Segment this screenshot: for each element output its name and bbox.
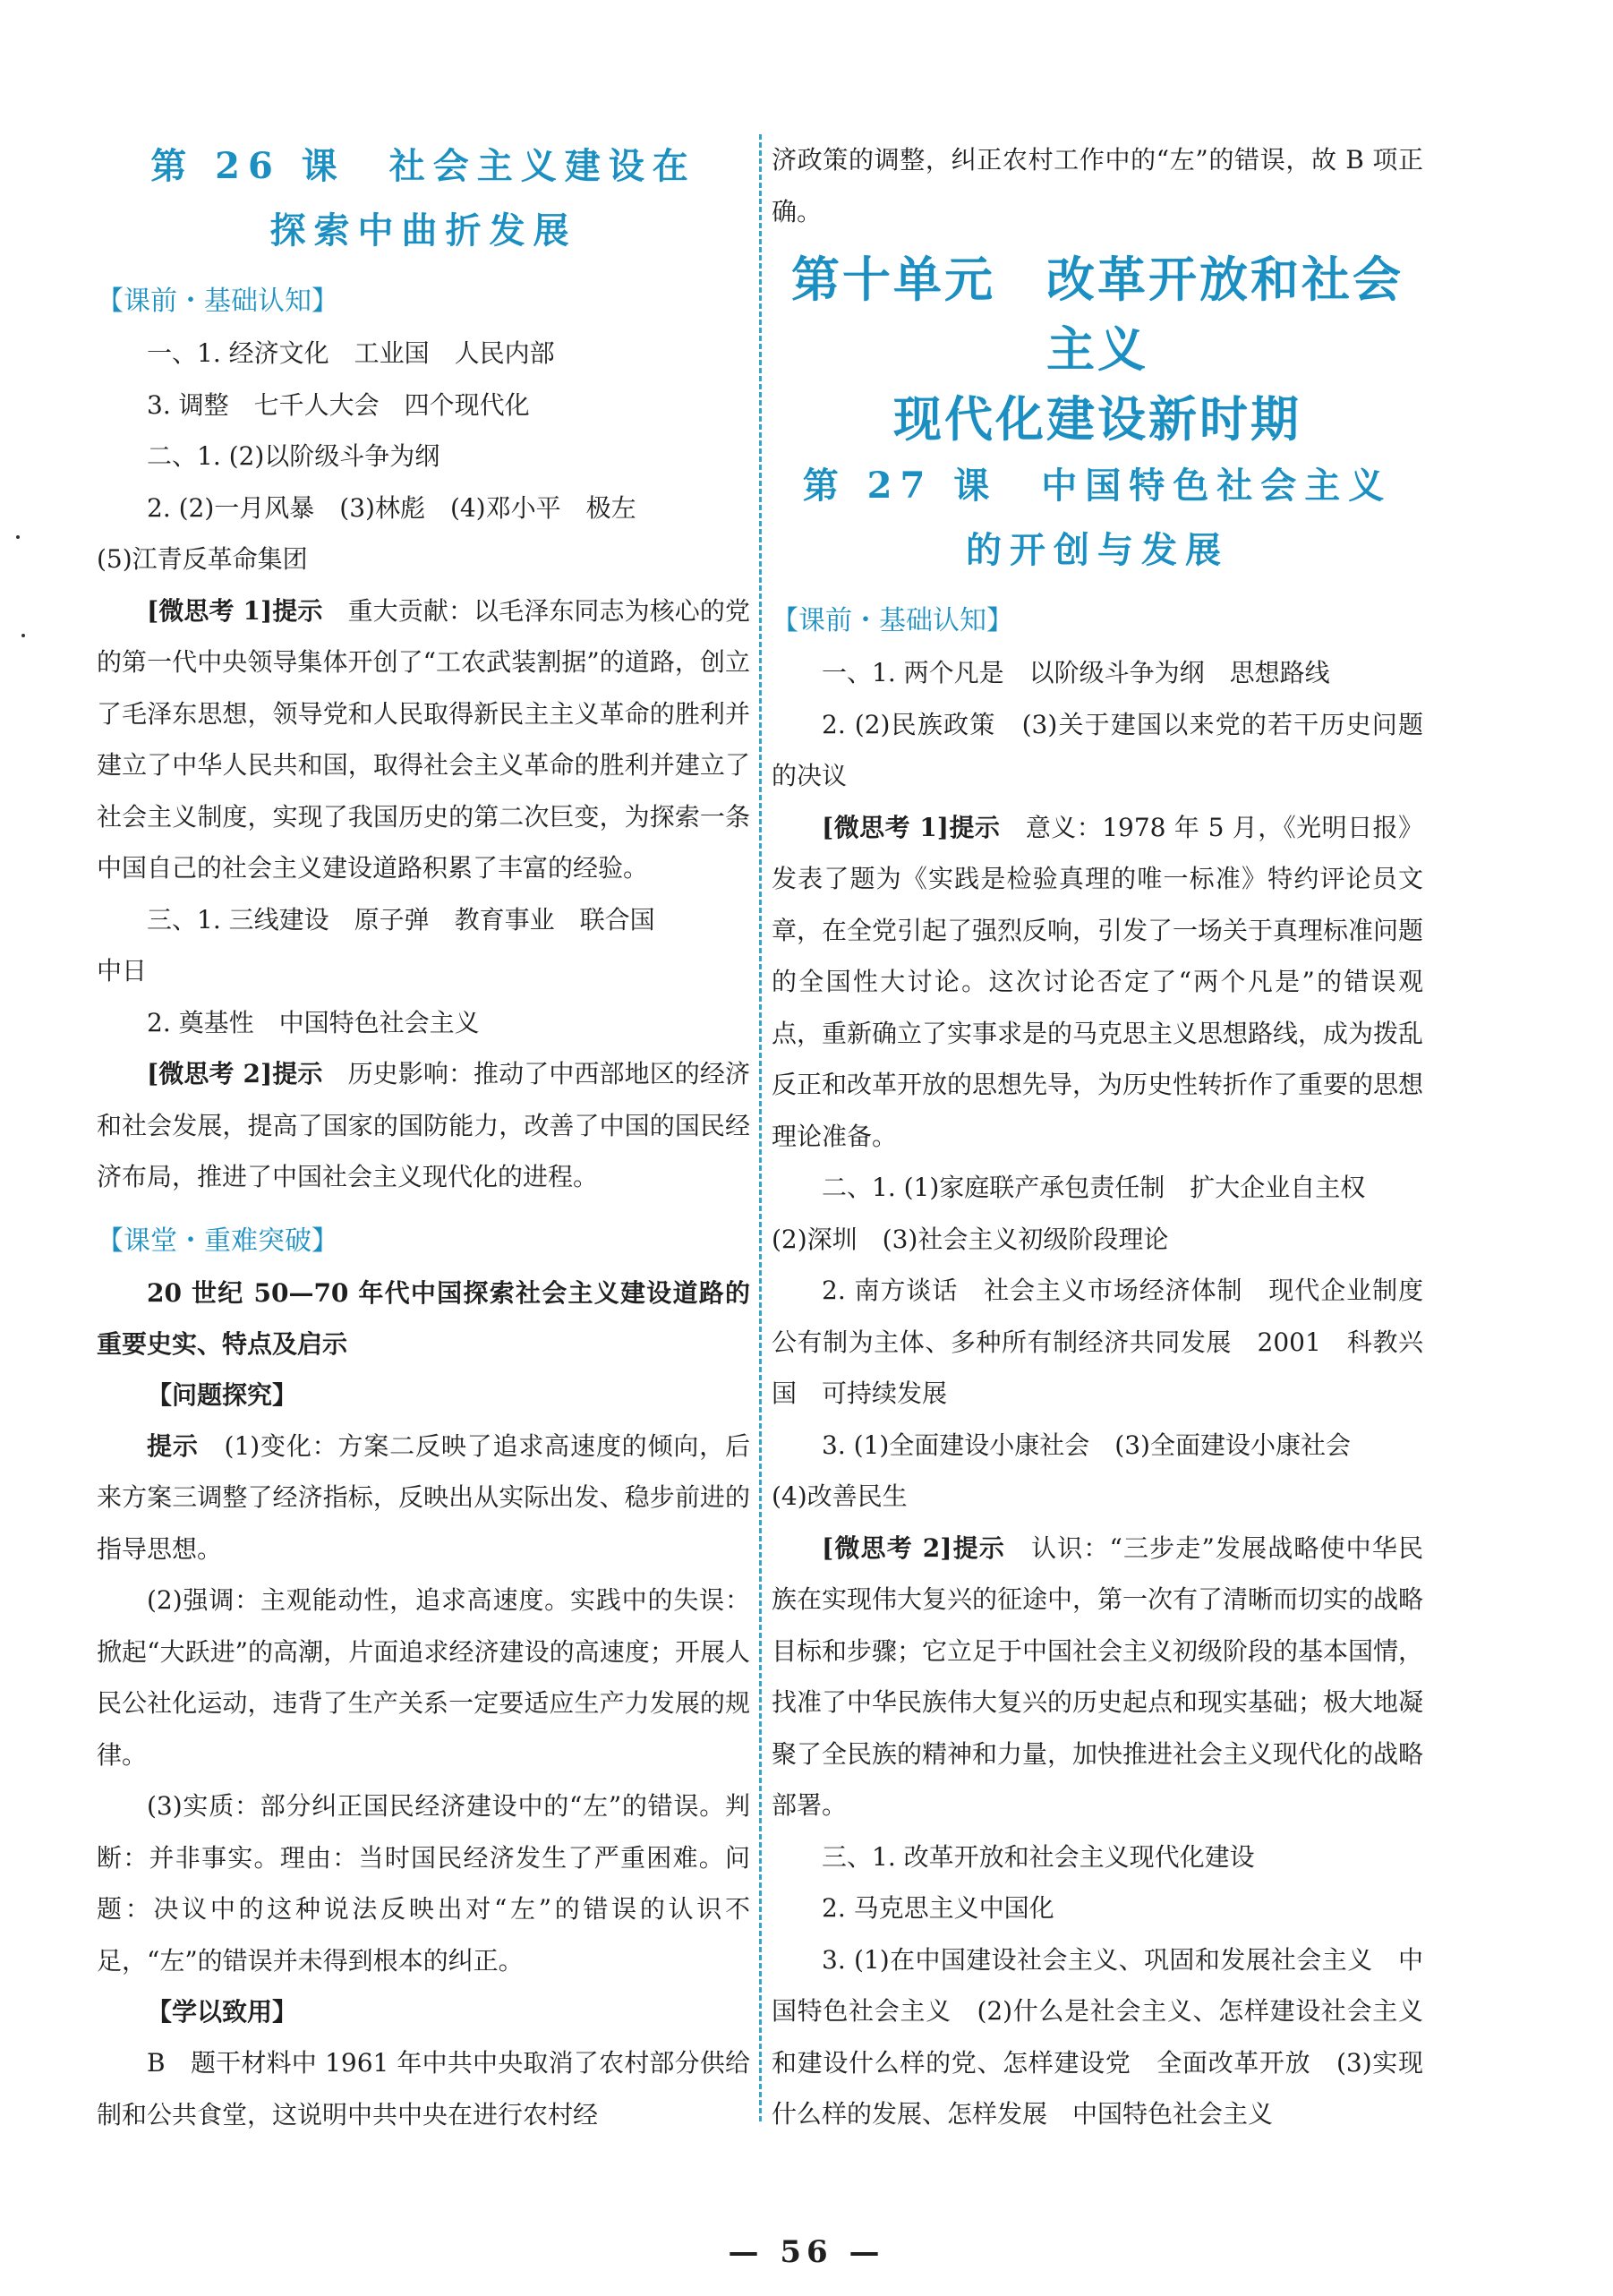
topic-heading: 20 世纪 50—70 年代中国探索社会主义建设道路的重要史实、特点及启示	[97, 1277, 750, 1359]
lesson-26-title-line2: 探索中曲折发展	[269, 209, 577, 252]
column-divider	[759, 134, 762, 2121]
think-text: 重大贡献：以毛泽东同志为核心的党的第一代中央领导集体开创了“工农武装割据”的道路，创立了毛泽东思想，领导党和人民取得新民主主义革命的胜利并建立了中华人民共和国，取得社会主义革命的胜利并建立了社会主义制度，实现了我国历史的第二次巨变，为探索一条中国自己的社会主义建设道路积累了丰富的经验。	[97, 595, 750, 883]
think-text: 意义：1978 年 5 月，《光明日报》发表了题为《实践是检验真理的唯一标准》特约评论员文章，在全党引起了强烈反响，引发了一场关于真理标准问题的全国性大讨论。这次讨论否定了“两个凡是”的错误观点，重新确立了实事求是的马克思主义思想路线，成为拨乱反正和改革开放的思想先导，为历史性转折作了重要的思想理论准备。	[772, 812, 1424, 1151]
think-text: 历史影响：推动了中西部地区的经济和社会发展，提高了国家的国防能力，改善了中国的国民经济布局，推进了中国社会主义现代化的进程。	[97, 1059, 750, 1191]
answer-line: 2. 马克思主义中国化	[822, 1893, 1054, 1923]
hint-label: 提示	[272, 1059, 323, 1088]
section-basic-knowledge: 【课前・基础认知】	[97, 286, 338, 317]
think-paragraph-2	[772, 1523, 1423, 1831]
section-key-difficulties: 【课堂・重难突破】	[97, 1225, 338, 1257]
answer-line: (5)江青反革命集团	[97, 544, 308, 574]
right-column	[772, 134, 1449, 2140]
continued-answer: 济政策的调整，纠正农村工作中的“左”的错误，故 B 项正确。	[772, 145, 1423, 226]
think-text: 认识：“三步走”发展战略使中华民族在实现伟大复兴的征途中，第一次有了清晰而切实的战略目标和步骤；它立足于中国社会主义初级阶段的基本国情，找准了中华民族伟大复兴的历史起点和现实基础；极大地凝聚了全民族的精神和力量，加快推进社会主义现代化的战略部署。	[772, 1532, 1424, 1820]
hint-label: 提示	[949, 812, 1001, 842]
think-tag: [微思考 2]	[147, 1059, 273, 1088]
margin-dot	[21, 634, 25, 637]
answer-line: 三、1. 改革开放和社会主义现代化建设	[822, 1841, 1255, 1872]
unit-10-title-line2: 现代化建设新时期	[893, 390, 1301, 448]
hint-label: 提示	[272, 595, 323, 626]
answer-line: 2. (2)一月风暴 (3)林彪 (4)邓小平 极左	[147, 492, 636, 523]
apply-heading: 【学以致用】	[147, 1997, 298, 2027]
lesson-26-title-line1: 第 26 课 社会主义建设在	[150, 145, 696, 187]
left-column	[97, 134, 750, 2140]
answer-line: 二、1. (1)家庭联产承包责任制 扩大企业自主权	[822, 1173, 1366, 1202]
answer-line: 3. 调整 七千人大会 四个现代化	[147, 389, 530, 420]
answer-line: 3. (1)全面建设小康社会 (3)全面建设小康社会	[822, 1430, 1351, 1460]
lesson-27-title-line1: 第 27 课 中国特色社会主义	[802, 465, 1393, 507]
answer-line: (2)深圳 (3)社会主义初级阶段理论	[772, 1224, 1169, 1254]
answer-line: 一、1. 经济文化 工业国 人民内部	[147, 338, 555, 368]
think-paragraph-1	[772, 802, 1423, 1163]
answer-line: 一、1. 两个凡是 以阶级斗争为纲 思想路线	[822, 658, 1330, 687]
inquiry-answer-2: (2)强调：主观能动性，追求高速度。实践中的失误：掀起“大跃进”的高潮，片面追求经济建设的高速度；开展人民公社化运动，违背了生产关系一定要适应生产力发展的规律。	[97, 1585, 750, 1770]
think-tag: [微思考 2]	[822, 1532, 952, 1563]
answer-line: 3. (1)在中国建设社会主义、巩固和发展社会主义 中国特色社会主义 (2)什么是社会主义、怎样建设社会主义和建设什么样的党、怎样建设党 全面改革开放 (3)实现什么样的发展、怎样发展 中国特色社会主义	[772, 1944, 1423, 2129]
page-number: — 56 —	[728, 2234, 885, 2270]
hint-label: 提示	[147, 1430, 199, 1461]
section-basic-knowledge: 【课前・基础认知】	[772, 605, 1013, 636]
lesson-27-title-line2: 的开创与发展	[966, 529, 1229, 571]
answer-line: 2. (2)民族政策 (3)关于建国以来党的若干历史问题的决议	[772, 709, 1423, 790]
think-tag: [微思考 1]	[147, 595, 273, 626]
hint-label: 提示	[952, 1532, 1005, 1563]
answer-line: 三、1. 三线建设 原子弹 教育事业 联合国	[147, 904, 655, 935]
unit-10-title-line1: 第十单元 改革开放和社会主义	[791, 251, 1404, 378]
answer-line: 二、1. (2)以阶级斗争为纲	[147, 441, 440, 471]
answer-line: (4)改善民生	[772, 1481, 908, 1511]
inquiry-text: (1)变化：方案二反映了追求高速度的倾向，后来方案三调整了经济指标，反映出从实际出发、稳步前进的指导思想。	[97, 1430, 750, 1564]
inquiry-answer-1	[97, 1421, 750, 1575]
think-paragraph-1	[97, 585, 750, 894]
answer-line: 2. 南方谈话 社会主义市场经济体制 现代企业制度 公有制为主体、多种所有制经济共同发展 2001 科教兴国 可持续发展	[772, 1276, 1449, 1408]
think-tag: [微思考 1]	[822, 812, 949, 842]
inquiry-answer-3: (3)实质：部分纠正国民经济建设中的“左”的错误。判断：并非事实。理由：当时国民经济发生了严重困难。问题：决议中的这种说法反映出对“左”的错误的认识不足，“左”的错误并未得到根本的纠正。	[97, 1791, 750, 1976]
think-paragraph-2	[97, 1048, 750, 1203]
margin-dot	[16, 535, 20, 539]
apply-answer: B 题干材料中 1961 年中共中央取消了农村部分供给制和公共食堂，这说明中共中央在进行农村经	[97, 2048, 750, 2130]
answer-line: 2. 奠基性 中国特色社会主义	[147, 1007, 480, 1037]
inquiry-heading: 【问题探究】	[147, 1379, 298, 1410]
answer-line: 中日	[97, 956, 148, 986]
